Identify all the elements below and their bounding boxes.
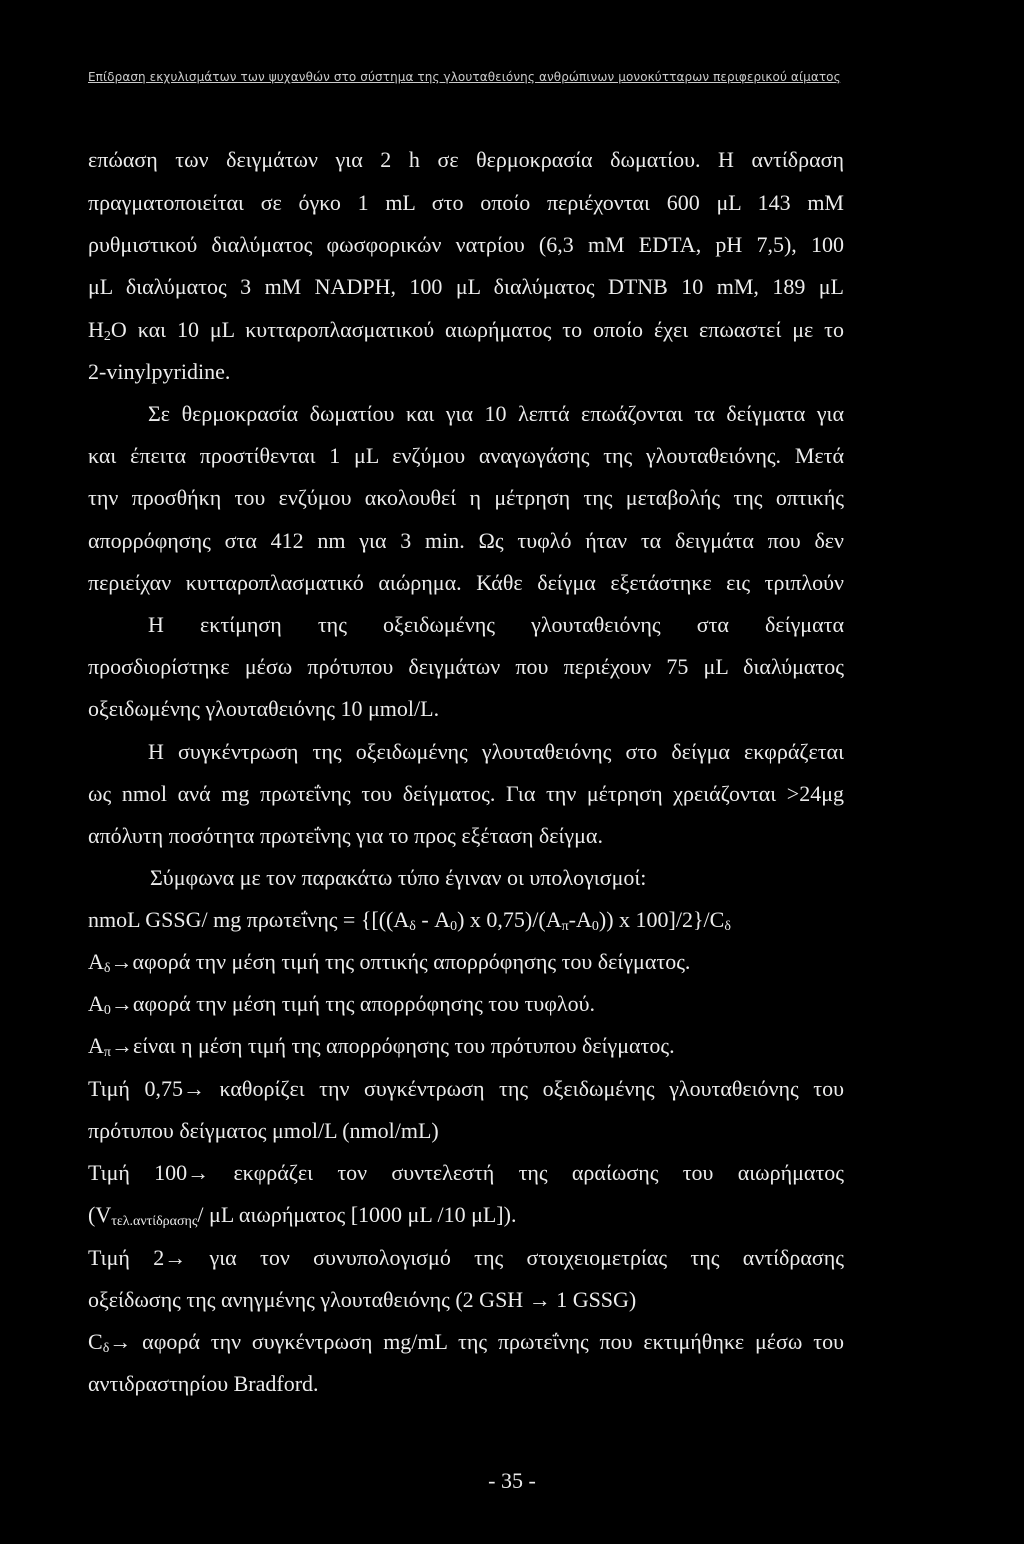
def-a-delta: $A_\delta\to\alpha\varphi o\rho ά$ την μέση τιμή της οπτικής απορρόφησης του δείγματος.: [88, 949, 691, 976]
def-a-zero: $A_0\to\alpha\varphi o\rho ά$ την μέση τιμή της απορρόφησης του τυφλού.: [88, 991, 596, 1018]
formula-intro: Σύμφωνα με τον παρακάτω τύπο έγιναν οι υπολογισμοί:: [150, 865, 647, 890]
p2-line-2: και έπειτα προστίθενται 1 μL ενζύμου αναγωγάσης της γλουταθειόνης. Μετά: [88, 443, 844, 468]
p2-line-3: την προσθήκη του ενζύμου ακολουθεί η μέτρηση της μεταβολής της οπτικής: [88, 485, 844, 510]
p4-line-3: απόλυτη ποσότητα πρωτεΐνης για το προς εξέταση δείγμα.: [88, 823, 603, 848]
def-075-line-2: πρότυπου δείγματος μmol/L (nmol/mL): [88, 1118, 439, 1143]
p4-line-1: Η συγκέντρωση της οξειδωμένης γλουταθειόνης στο δείγμα εκφράζεται: [148, 739, 844, 764]
def-075-line-1: Τιμή 0,75→ καθορίζει την συγκέντρωση της οξειδωμένης γλουταθειόνης του: [88, 1076, 844, 1101]
def-100-line-2: ($V_{\tau\varepsilon\lambda.\alpha\nu\tau ί\delta\rho\alpha\sigma\eta\varsigma}/$ μL αιωρήματος [1000 μL /10 μL]).: [88, 1202, 517, 1229]
p2-line-5: περιείχαν κυτταροπλασματικό αιώρημα. Κάθε δείγμα εξετάστηκε εις τριπλούν: [88, 570, 844, 595]
def-c-delta-line-2: αντιδραστηρίου Bradford.: [88, 1371, 319, 1396]
p1-line-5: $H_2O$ και 10 μL κυτταροπλασματικού αιωρήματος το οποίο έχει επωαστεί με το: [88, 317, 844, 344]
p1-line-1: επώαση των δειγμάτων για 2 h σε θερμοκρασία δωματίου. Η αντίδραση: [88, 147, 844, 172]
def-100-line-1: Τιμή 100→ εκφράζει τον συντελεστή της αραίωσης του αιωρήματος: [88, 1160, 844, 1185]
p1-line-4: μL διαλύματος 3 mM NADPH, 100 μL διαλύματος DTNB 10 mM, 189 μL: [88, 274, 844, 299]
p1-line-6: 2-vinylpyridine.: [88, 359, 231, 384]
def-2-line-2: οξείδωσης της ανηγμένης γλουταθειόνης (2 GSH → 1 GSSG): [88, 1287, 637, 1312]
def-c-delta-line-1: $C_\delta\to \alpha\varphi o\rho ά$ την συγκέντρωση mg/mL της πρωτεΐνης που εκτιμήθηκε μέσω του: [88, 1329, 844, 1356]
formula: nmoL GSSG/ mg $\pi\rho\omega\tau\varepsilon ΐ\nu\eta\varsigma = \{[((A_\delta - A_0)$ x $0,75)/(A_\pi-A_0)$) x $100]/2\}/C_\delta$: [88, 907, 731, 934]
p1-line-2: πραγματοποιείται σε όγκο 1 mL στο οποίο περιέχονται 600 μL 143 mM: [88, 190, 844, 215]
p3-line-3: οξειδωμένης γλουταθειόνης 10 μmol/L.: [88, 696, 440, 721]
p1-line-3: ρυθμιστικού διαλύματος φωσφορικών νατρίου (6,3 mM EDTA, pH 7,5), 100: [88, 232, 844, 257]
def-a-pi: $A_\pi\to\varepsilon ί\nu\alpha\iota$ η μέση τιμή της απορρόφησης του πρότυπου δείγματος.: [88, 1033, 675, 1060]
p2-line-1: Σε θερμοκρασία δωματίου και για 10 λεπτά επωάζονται τα δείγματα για: [148, 401, 844, 426]
page-number: - 35 -: [488, 1468, 536, 1493]
running-header: Επίδραση εκχυλισμάτων των ψυχανθών στο σύστημα της γλουταθειόνης ανθρώπινων μονοκύτταρων περιφερικού αίματος: [88, 70, 841, 84]
p3-line-2: προσδιορίστηκε μέσω πρότυπου δειγμάτων που περιέχουν 75 μL διαλύματος: [88, 654, 844, 679]
p4-line-2: ως nmol ανά mg πρωτεΐνης του δείγματος. Για την μέτρηση χρειάζονται >24μg: [88, 781, 844, 806]
p2-line-4: απορρόφησης στα 412 nm για 3 min. Ως τυφλό ήταν τα δειγμάτα που δεν: [88, 528, 844, 553]
p3-line-1: Η εκτίμηση της οξειδωμένης γλουταθειόνης στα δείγματα: [148, 612, 844, 637]
def-2-line-1: Τιμή 2→ για τον συνυπολογισμό της στοιχειομετρίας της αντίδρασης: [88, 1245, 844, 1270]
